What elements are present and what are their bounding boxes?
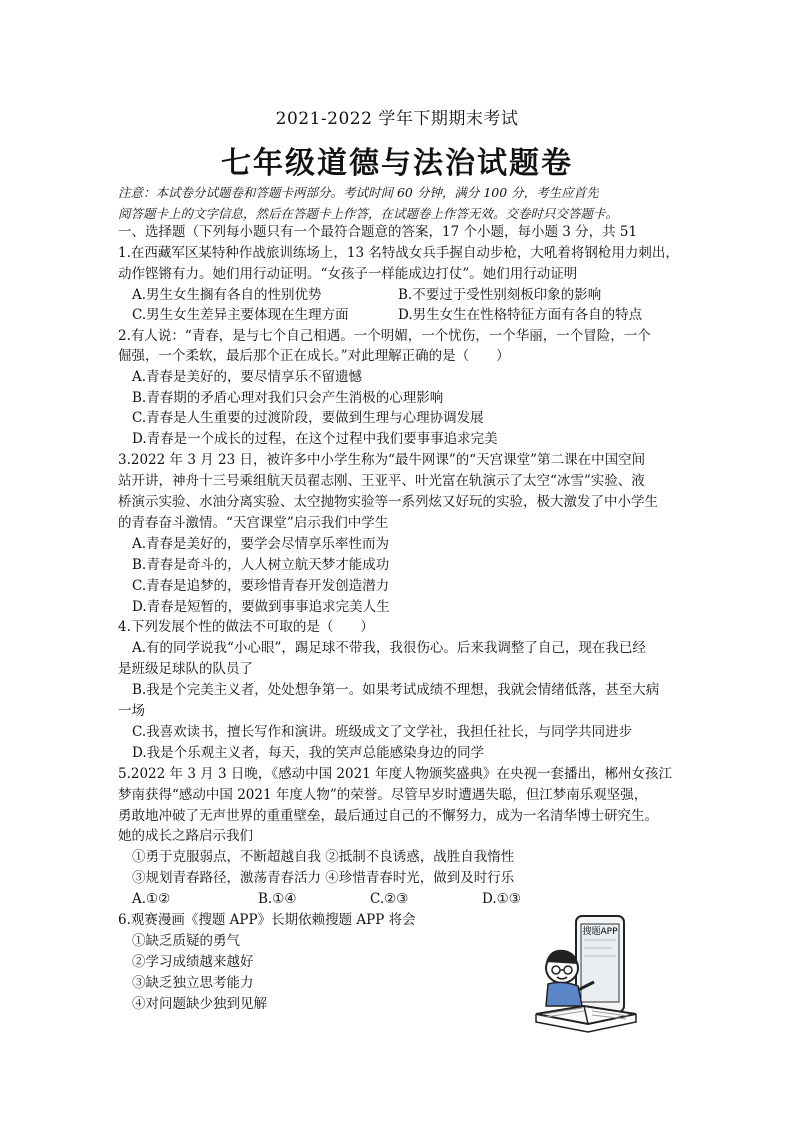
q5-stem-line1: 5.2022 年 3 月 3 日晚，《感动中国 2021 年度人物颁奖盛典》在央视一套播出，郴州女孩江 — [118, 766, 673, 782]
q2-option-d: D.青春是一个成长的过程，在这个过程中我们要事事追求完美 — [132, 431, 498, 447]
exam-title: 七年级道德与法治试题卷 — [221, 146, 573, 181]
q2-stem-line2: 倔强，一个柔软，最后那个正在成长。”对此理解正确的是（ ） — [118, 348, 510, 364]
q1-stem-line1: 1.在西藏军区某特种作战旅训练场上，13 名特战女兵手握自动步枪，大吼着将钢枪用力刺出， — [118, 245, 679, 261]
q4-stem: 4.下列发展个性的做法不可取的是（ ） — [118, 619, 374, 635]
notice-line-2: 阅答题卡上的文字信息，然后在答题卡上作答，在试题卷上作答无效。交卷时只交答题卡。 — [118, 206, 619, 221]
q6-item-1: ①缺乏质疑的勇气 — [132, 933, 240, 949]
section-heading: 一、选择题（下列每小题只有一个最符合题意的答案，17 个小题，每小题 3 分，共 51 — [118, 224, 638, 240]
q4-option-c: C.我喜欢读书，擅长写作和演讲。班级成文了文学社，我担任社长，与同学共同进步 — [132, 724, 633, 740]
q5-stem-line2: 梦南获得“感动中国 2021 年度人物”的荣誉。尽管早岁时遭遇失聪，但江梦南乐观坚强， — [118, 787, 648, 803]
q3-option-d: D.青春是短暂的，要做到事事追求完美人生 — [132, 599, 390, 615]
q5-items-1-2: ①勇于克服弱点，不断超越自我 ②抵制不良诱惑，战胜自我惰性 — [132, 849, 515, 865]
q5-option-d: D.①③ — [482, 891, 521, 907]
q4-option-b-line2: 一场 — [118, 703, 145, 719]
q3-stem-line3: 桥演示实验、水油分离实验、太空抛物实验等一系列炫又好玩的实验，极大激发了中小学生 — [118, 494, 658, 510]
q3-stem-line4: 的青春奋斗激情。“天宫课堂”启示我们中学生 — [118, 515, 389, 531]
notice-line-1: 注意：本试卷分试题卷和答题卡两部分。考试时间 60 分钟，满分 100 分，考生应首先 — [118, 185, 599, 200]
q2-option-b: B.青春期的矛盾心理对我们只会产生消极的心理影响 — [132, 390, 444, 406]
q5-option-c: C.②③ — [370, 891, 409, 907]
q5-items-3-4: ③规划青春路径，激荡青春活力 ④珍惜青春时光，做到及时行乐 — [132, 870, 515, 886]
exam-year-line: 2021-2022 学年下期期末考试 — [275, 109, 519, 129]
q1-option-b: B.不要过于受性别刻板印象的影响 — [398, 287, 602, 303]
q3-option-a: A.青春是美好的，要学会尽情享乐率性而为 — [132, 536, 390, 552]
search-app-cartoon — [532, 910, 640, 1038]
q6-item-2: ②学习成绩越来越好 — [132, 954, 254, 970]
q3-option-c: C.青春是追梦的，要珍惜青春开发创造潜力 — [132, 578, 390, 594]
q1-stem-line2: 动作铿锵有力。她们用行动证明。“女孩子一样能成边打仗”。她们用行动证明 — [118, 266, 578, 282]
q6-item-4: ④对问题缺少独到见解 — [132, 996, 267, 1012]
q2-stem-line1: 2.有人说：“青春，是与七个自己相遇。一个明媚，一个忧伤，一个华丽，一个冒险，一个 — [118, 328, 651, 344]
q5-option-b: B.①④ — [258, 891, 297, 907]
q5-stem-line3: 勇敢地冲破了无声世界的重重壁垒，最后通过自己的不懈努力，成为一名清华博士研究生。 — [118, 808, 658, 824]
q6-item-3: ③缺乏独立思考能力 — [132, 975, 254, 991]
q4-option-a-line1: A.有的同学说我“小心眼”，踢足球不带我，我很伤心。后来我调整了自己，现在我已经 — [132, 640, 646, 656]
q1-option-d: D.男生女生在性格特征方面有各自的特点 — [398, 307, 643, 323]
q3-option-b: B.青春是奇斗的，人人树立航天梦才能成功 — [132, 557, 390, 573]
q4-option-a-line2: 是班级足球队的队员了 — [118, 661, 253, 677]
q3-stem-line2: 站开讲，神舟十三号乘组航天员翟志刚、王亚平、叶光富在轨演示了太空“冰雪”实验、液 — [118, 473, 645, 489]
q6-stem: 6.观赛漫画《搜题 APP》长期依赖搜题 APP 将会 — [118, 912, 416, 928]
q5-option-a: A.①② — [132, 891, 171, 907]
q1-option-a: A.男生女生搁有各自的性别优势 — [132, 287, 322, 303]
q1-option-c: C.男生女生差异主要体现在生理方面 — [132, 307, 349, 323]
cartoon-app-sign: 搜题APP — [582, 927, 618, 937]
q4-option-b-line1: B.我是个完美主义者，处处想争第一。如果考试成绩不理想，我就会情绪低落，甚至大病 — [132, 682, 660, 698]
q4-option-d: D.我是个乐观主义者，每天，我的笑声总能感染身边的同学 — [132, 745, 485, 761]
q3-stem-line1: 3.2022 年 3 月 23 日，被许多中小学生称为“最牛网课”的“天宫课堂”第二课在中国空间 — [118, 452, 646, 468]
q2-option-c: C.青春是人生重要的过渡阶段，要做到生理与心理协调发展 — [132, 410, 484, 426]
q5-stem-line4: 她的成长之路启示我们 — [118, 828, 253, 844]
q2-option-a: A.青春是美好的，要尽情享乐不留遗憾 — [132, 369, 363, 385]
